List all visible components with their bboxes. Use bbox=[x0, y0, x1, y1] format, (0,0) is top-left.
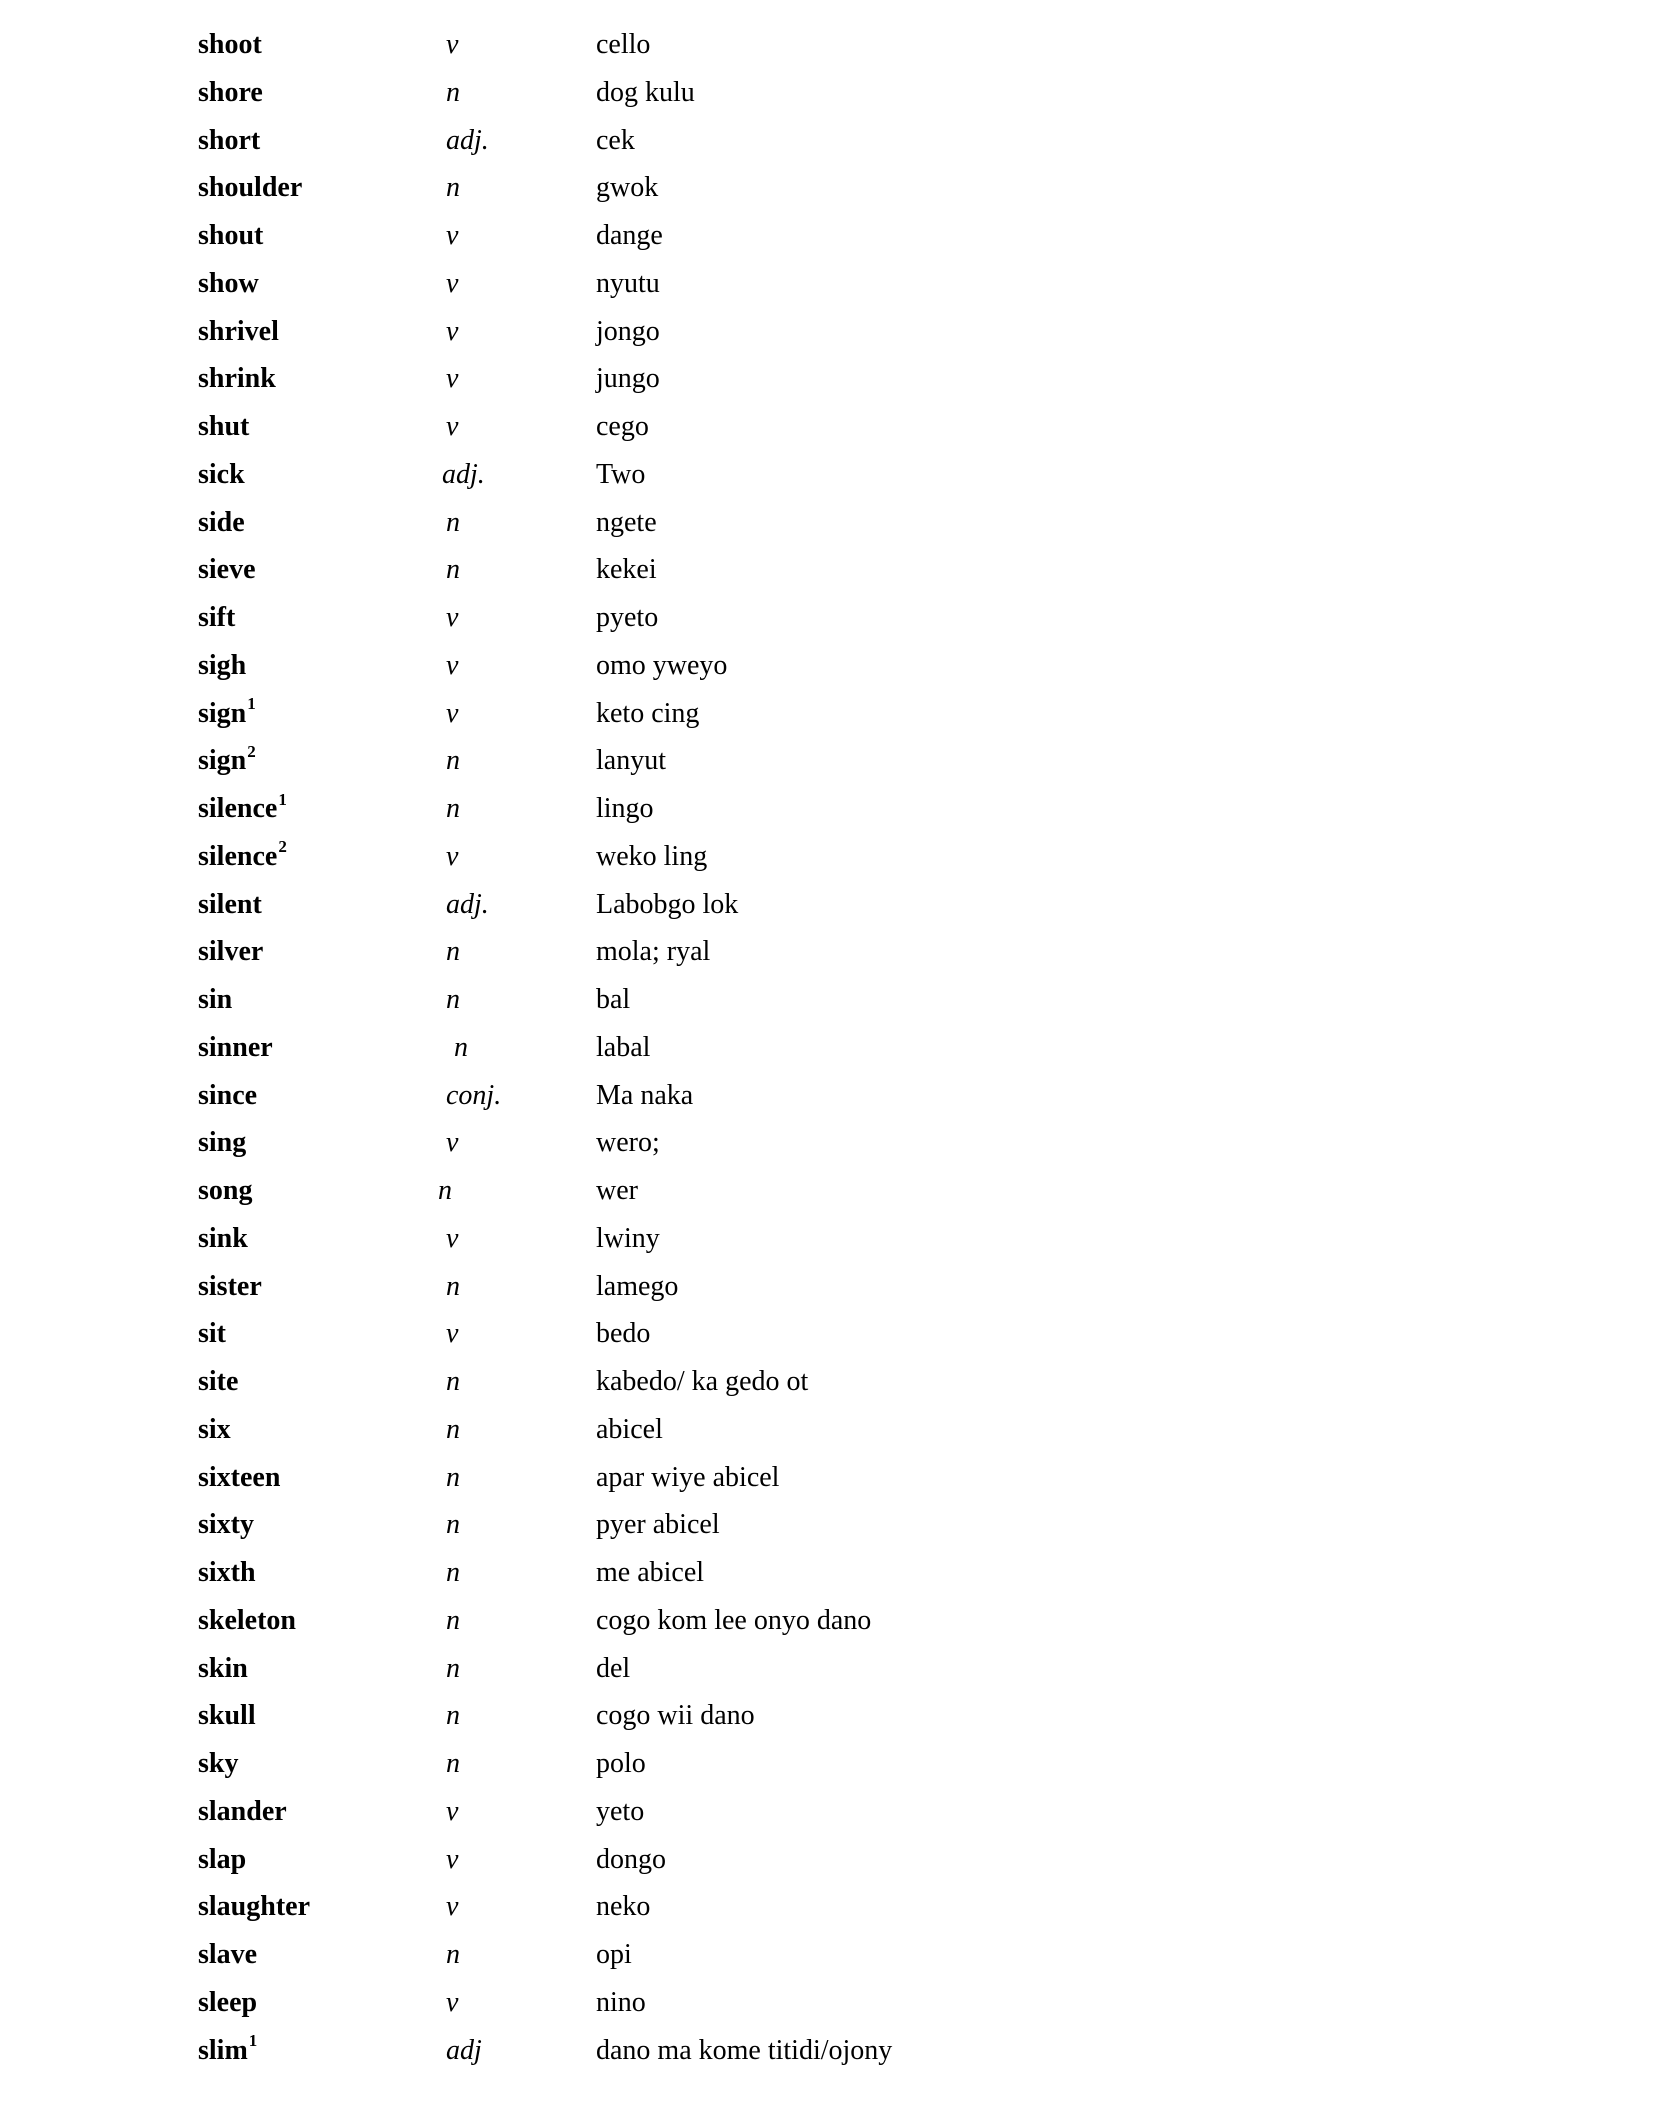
translation: neko bbox=[596, 1891, 651, 1923]
part-of-speech: n bbox=[446, 1557, 460, 1588]
translation: nyutu bbox=[596, 267, 660, 299]
translation: abicel bbox=[596, 1413, 663, 1445]
headword-text: sick bbox=[198, 458, 245, 490]
part-of-speech: n bbox=[446, 76, 460, 108]
dictionary-entry bbox=[198, 1361, 1498, 1409]
translation: bal bbox=[596, 984, 631, 1015]
translation: cogo wii dano bbox=[596, 1700, 755, 1732]
headword bbox=[198, 1600, 296, 1642]
part-of-speech: n bbox=[446, 1366, 460, 1397]
headword-text: sister bbox=[198, 1270, 262, 1302]
headword bbox=[198, 884, 262, 926]
part-of-speech: v bbox=[446, 602, 459, 633]
translation: lwiny bbox=[596, 1222, 660, 1254]
dictionary-entry bbox=[198, 740, 1498, 788]
headword bbox=[198, 263, 259, 305]
headword bbox=[198, 215, 263, 257]
translation: opi bbox=[596, 1939, 632, 1970]
translation: Labobgo lok bbox=[596, 888, 739, 920]
translation: del bbox=[596, 1652, 631, 1684]
headword bbox=[198, 1122, 246, 1164]
headword-text: short bbox=[198, 124, 261, 156]
part-of-speech: n bbox=[446, 745, 460, 777]
translation: wero; bbox=[596, 1127, 660, 1159]
headword-text: sign bbox=[198, 697, 247, 729]
dictionary-entry bbox=[198, 1313, 1498, 1361]
dictionary-entry bbox=[198, 502, 1498, 550]
part-of-speech: v bbox=[446, 1795, 459, 1827]
translation: keto cing bbox=[596, 697, 700, 729]
part-of-speech: n bbox=[446, 1939, 460, 1970]
part-of-speech: n bbox=[446, 554, 460, 586]
headword bbox=[198, 454, 245, 496]
dictionary-entry bbox=[198, 1839, 1498, 1887]
part-of-speech: n bbox=[446, 1461, 460, 1493]
headword bbox=[198, 1743, 238, 1785]
headword-text: shore bbox=[198, 76, 263, 108]
sense-number: 1 bbox=[278, 789, 287, 809]
part-of-speech: v bbox=[446, 29, 459, 60]
dictionary-entry bbox=[198, 693, 1498, 741]
translation: labal bbox=[596, 1031, 651, 1063]
headword bbox=[198, 1170, 252, 1212]
headword bbox=[198, 979, 232, 1021]
headword bbox=[198, 549, 256, 591]
headword bbox=[198, 740, 256, 782]
headword-text: sign bbox=[198, 745, 247, 777]
dictionary-entry bbox=[198, 1743, 1498, 1791]
part-of-speech: n bbox=[446, 172, 460, 204]
headword-text: sift bbox=[198, 602, 236, 633]
dictionary-entry bbox=[198, 1170, 1498, 1218]
dictionary-entry bbox=[198, 1600, 1498, 1648]
translation: lingo bbox=[596, 793, 654, 824]
dictionary-entry bbox=[198, 24, 1498, 72]
dictionary-entry bbox=[198, 884, 1498, 932]
translation: dog kulu bbox=[596, 76, 695, 108]
headword bbox=[198, 931, 263, 973]
dictionary-entry bbox=[198, 215, 1498, 263]
headword-text: silence bbox=[198, 840, 278, 872]
part-of-speech: adj bbox=[446, 2034, 482, 2066]
headword bbox=[198, 1266, 262, 1308]
headword bbox=[198, 1982, 257, 2024]
translation: dongo bbox=[596, 1843, 666, 1875]
dictionary-entry bbox=[198, 931, 1498, 979]
dictionary-entry bbox=[198, 1695, 1498, 1743]
headword-text: sixty bbox=[198, 1509, 254, 1541]
sense-number: 1 bbox=[248, 2031, 258, 2051]
dictionary-entry bbox=[198, 167, 1498, 215]
part-of-speech: v bbox=[446, 840, 459, 872]
translation: ngete bbox=[596, 506, 657, 538]
headword-text: sixth bbox=[198, 1557, 256, 1588]
translation: mola; ryal bbox=[596, 936, 711, 968]
translation: jungo bbox=[596, 363, 660, 395]
headword-text: sit bbox=[198, 1318, 226, 1350]
headword bbox=[198, 72, 263, 114]
headword-text: sleep bbox=[198, 1986, 258, 2018]
dictionary-entry bbox=[198, 311, 1498, 359]
part-of-speech: n bbox=[446, 506, 460, 538]
headword bbox=[198, 1552, 256, 1594]
translation: jongo bbox=[596, 315, 660, 347]
headword bbox=[198, 1695, 256, 1737]
headword-text: shoot bbox=[198, 29, 262, 60]
headword-text: show bbox=[198, 267, 259, 299]
part-of-speech: v bbox=[446, 1891, 459, 1923]
dictionary-entry bbox=[198, 1552, 1498, 1600]
headword-text: six bbox=[198, 1413, 231, 1445]
headword-text: silent bbox=[198, 888, 262, 920]
translation: weko ling bbox=[596, 840, 708, 872]
translation: kabedo/ ka gedo ot bbox=[596, 1366, 809, 1397]
part-of-speech: v bbox=[446, 315, 459, 347]
headword-text: shoulder bbox=[198, 172, 303, 204]
dictionary-entry bbox=[198, 1266, 1498, 1314]
headword-text: silence bbox=[198, 793, 278, 824]
part-of-speech: n bbox=[438, 1175, 452, 1206]
dictionary-entry bbox=[198, 406, 1498, 454]
headword-text: sinner bbox=[198, 1031, 273, 1063]
dictionary-entry bbox=[198, 1791, 1498, 1839]
dictionary-entry-list bbox=[198, 24, 1498, 2077]
headword-text: slap bbox=[198, 1843, 247, 1875]
headword-text: shrivel bbox=[198, 315, 279, 347]
headword-text: slaughter bbox=[198, 1891, 310, 1923]
dictionary-entry bbox=[198, 358, 1498, 406]
part-of-speech: v bbox=[446, 1127, 459, 1159]
headword-text: silver bbox=[198, 936, 264, 968]
translation: cek bbox=[596, 124, 635, 156]
headword-text: slave bbox=[198, 1939, 258, 1970]
headword-text: site bbox=[198, 1366, 239, 1397]
translation: yeto bbox=[596, 1795, 645, 1827]
dictionary-entry bbox=[198, 454, 1498, 502]
part-of-speech: n bbox=[446, 793, 460, 824]
dictionary-entry bbox=[198, 1886, 1498, 1934]
headword bbox=[198, 1313, 226, 1355]
dictionary-entry bbox=[198, 645, 1498, 693]
translation: me abicel bbox=[596, 1557, 705, 1588]
headword-text: since bbox=[198, 1079, 258, 1111]
headword-text: sieve bbox=[198, 554, 256, 586]
part-of-speech: v bbox=[446, 697, 459, 729]
headword-text: side bbox=[198, 506, 245, 538]
dictionary-entry bbox=[198, 1218, 1498, 1266]
headword-text: song bbox=[198, 1175, 253, 1206]
headword-text: sing bbox=[198, 1127, 247, 1159]
headword bbox=[198, 24, 262, 66]
part-of-speech: adj. bbox=[446, 888, 489, 920]
headword bbox=[198, 167, 302, 209]
headword-text: sigh bbox=[198, 649, 247, 681]
dictionary-entry bbox=[198, 120, 1498, 168]
part-of-speech: n bbox=[454, 1031, 468, 1063]
headword-text: shout bbox=[198, 220, 264, 251]
dictionary-entry bbox=[198, 549, 1498, 597]
translation: cogo kom lee onyo dano bbox=[596, 1604, 872, 1636]
part-of-speech: n bbox=[446, 1748, 460, 1779]
part-of-speech: v bbox=[446, 1222, 459, 1254]
headword bbox=[198, 1648, 248, 1690]
headword bbox=[198, 788, 287, 830]
headword-text: slim bbox=[198, 2034, 248, 2066]
headword bbox=[198, 1457, 280, 1499]
headword-text: skull bbox=[198, 1700, 256, 1732]
headword bbox=[198, 2030, 257, 2072]
headword bbox=[198, 358, 276, 400]
part-of-speech: n bbox=[446, 1509, 460, 1541]
part-of-speech: conj. bbox=[446, 1079, 502, 1111]
part-of-speech: n bbox=[446, 984, 460, 1015]
dictionary-entry bbox=[198, 1122, 1498, 1170]
headword bbox=[198, 311, 279, 353]
translation: gwok bbox=[596, 172, 659, 204]
headword bbox=[198, 406, 249, 448]
dictionary-entry bbox=[198, 979, 1498, 1027]
headword bbox=[198, 1791, 287, 1833]
translation: lamego bbox=[596, 1270, 679, 1302]
headword bbox=[198, 597, 235, 639]
sense-number: 1 bbox=[247, 694, 256, 714]
translation: bedo bbox=[596, 1318, 651, 1350]
headword bbox=[198, 120, 260, 162]
headword-text: sixteen bbox=[198, 1461, 281, 1493]
part-of-speech: n bbox=[446, 1700, 460, 1732]
part-of-speech: v bbox=[446, 411, 459, 442]
headword bbox=[198, 693, 256, 735]
dictionary-entry bbox=[198, 788, 1498, 836]
part-of-speech: n bbox=[446, 936, 460, 968]
sense-number: 2 bbox=[247, 741, 256, 761]
dictionary-entry bbox=[198, 72, 1498, 120]
headword bbox=[198, 1886, 310, 1928]
dictionary-entry bbox=[198, 2030, 1498, 2078]
headword bbox=[198, 502, 245, 544]
part-of-speech: adj. bbox=[442, 458, 485, 490]
part-of-speech: v bbox=[446, 1986, 459, 2018]
part-of-speech: v bbox=[446, 363, 459, 395]
part-of-speech: v bbox=[446, 220, 459, 251]
headword-text: sky bbox=[198, 1748, 239, 1779]
headword bbox=[198, 1409, 231, 1451]
translation: cello bbox=[596, 29, 651, 60]
dictionary-entry bbox=[198, 1075, 1498, 1123]
headword-text: skin bbox=[198, 1652, 248, 1684]
headword bbox=[198, 1504, 254, 1546]
dictionary-entry bbox=[198, 1934, 1498, 1982]
translation: nino bbox=[596, 1986, 646, 2018]
headword-text: skeleton bbox=[198, 1604, 296, 1636]
headword-text: slander bbox=[198, 1795, 287, 1827]
part-of-speech: v bbox=[446, 1843, 459, 1875]
headword bbox=[198, 1934, 257, 1976]
sense-number: 2 bbox=[278, 837, 287, 857]
translation: pyeto bbox=[596, 602, 659, 633]
dictionary-entry bbox=[198, 836, 1498, 884]
translation: lanyut bbox=[596, 745, 666, 777]
translation: wer bbox=[596, 1175, 638, 1206]
dictionary-entry bbox=[198, 1457, 1498, 1505]
headword-text: sink bbox=[198, 1222, 248, 1254]
part-of-speech: n bbox=[446, 1413, 460, 1445]
part-of-speech: v bbox=[446, 267, 459, 299]
part-of-speech: adj. bbox=[446, 124, 489, 156]
translation: dange bbox=[596, 220, 663, 251]
headword-text: shut bbox=[198, 411, 250, 442]
headword bbox=[198, 1075, 257, 1117]
translation: dano ma kome titidi/ojony bbox=[596, 2034, 893, 2066]
translation: cego bbox=[596, 411, 649, 442]
headword-text: sin bbox=[198, 984, 233, 1015]
dictionary-entry bbox=[198, 597, 1498, 645]
headword bbox=[198, 1218, 248, 1260]
headword bbox=[198, 1027, 273, 1069]
part-of-speech: n bbox=[446, 1652, 460, 1684]
part-of-speech: n bbox=[446, 1270, 460, 1302]
dictionary-entry bbox=[198, 1409, 1498, 1457]
translation: pyer abicel bbox=[596, 1509, 720, 1541]
headword bbox=[198, 1361, 238, 1403]
translation: Two bbox=[596, 458, 646, 490]
headword bbox=[198, 1839, 246, 1881]
headword bbox=[198, 645, 246, 687]
dictionary-entry bbox=[198, 1504, 1498, 1552]
translation: omo yweyo bbox=[596, 649, 728, 681]
dictionary-entry bbox=[198, 1982, 1498, 2030]
translation: Ma naka bbox=[596, 1079, 694, 1111]
headword bbox=[198, 836, 287, 878]
dictionary-entry bbox=[198, 1648, 1498, 1696]
part-of-speech: v bbox=[446, 1318, 459, 1350]
dictionary-entry bbox=[198, 1027, 1498, 1075]
part-of-speech: v bbox=[446, 649, 459, 681]
part-of-speech: n bbox=[446, 1604, 460, 1636]
headword-text: shrink bbox=[198, 363, 276, 395]
translation: polo bbox=[596, 1748, 646, 1779]
translation: apar wiye abicel bbox=[596, 1461, 780, 1493]
dictionary-entry bbox=[198, 263, 1498, 311]
translation: kekei bbox=[596, 554, 657, 586]
